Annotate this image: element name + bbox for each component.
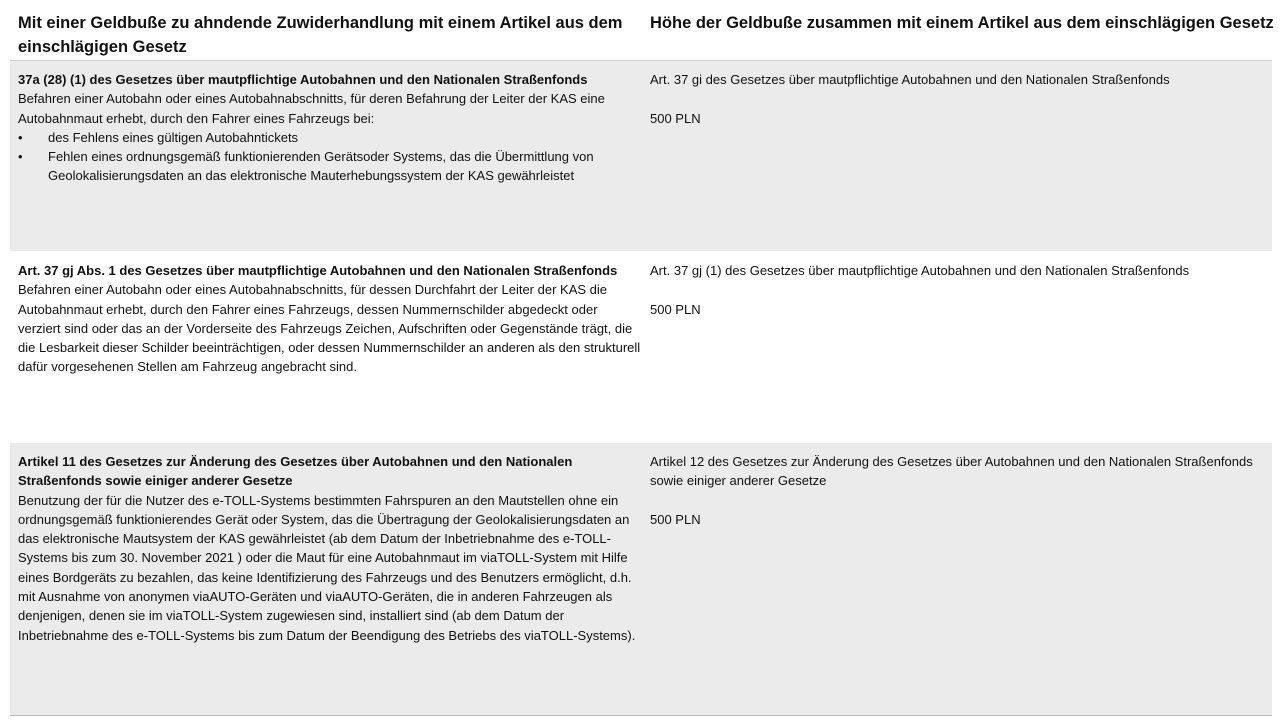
- bullet-text: Fehlen eines ordnungsgemäß funktionierenden Gerätsoder Systems, das die Übermittlung von Geolokalisierungsdaten an das elektronische Mauterhebungssystem der KAS gewährleistet: [48, 149, 594, 184]
- fine-article: Art. 37 gj (1) des Gesetzes über mautpflichtige Autobahnen und den Nationalen Straßenfonds: [650, 263, 1190, 278]
- fine-cell: [642, 443, 1272, 715]
- fine-article: Artikel 12 des Gesetzes zur Änderung des Gesetzes über Autobahnen und den Nationalen Straßenfonds sowie einiger anderer Gesetze: [650, 454, 1253, 489]
- fine-amount: 500 PLN: [650, 511, 701, 527]
- fine-cell: [642, 61, 1272, 251]
- violation-description: Befahren einer Autobahn oder eines Autobahnabschnitts, für dessen Durchfahrt der Leiter der KAS die Autobahnmaut erhebt, durch den Fahrer eines Fahrzeugs, dessen Nummernschilder abgedeckt oder verziert sind oder das an der Vorderseite des Fahrzeugs Zeichen, Aufschriften oder Gegenstände trägt, die die Lesbarkeit dieser Schilder beeinträchtigen, oder dessen Nummernschilder an anderen als den strukturell dafür vorgesehenen Stellen am Fahrzeug angebracht sind.: [18, 282, 641, 375]
- table-row: [10, 252, 1272, 443]
- bullet-icon: •: [18, 129, 23, 145]
- header-violation: Mit einer Geldbuße zu ahndende Zuwiderhandlung mit einem Artikel aus dem einschlägigen Gesetz: [18, 14, 623, 56]
- header-fine-amount: Höhe der Geldbuße zusammen mit einem Artikel aus dem einschlägigen Gesetz: [650, 14, 1274, 32]
- fine-amount: 500 PLN: [650, 301, 701, 317]
- fine-article: Art. 37 gi des Gesetzes über mautpflichtige Autobahnen und den Nationalen Straßenfonds: [650, 72, 1170, 87]
- fine-cell: [642, 252, 1272, 442]
- table-header-row: [10, 0, 1272, 61]
- list-item: [18, 147, 608, 186]
- violation-description: Benutzung der für die Nutzer des e-TOLL-Systems bestimmten Fahrspuren an den Mautstellen ohne ein ordnungsgemäß funktionierendes Gerät oder System, das die Übertragung der Geolokalisierungsdaten an das elektronische Mautsystem der KAS gewährleistet (ab dem Datum der Inbetriebnahme des e-TOLL-Systems bis zum 30. November 2021 ) oder die Maut für eine Autobahnmaut im viaTOLL-System mit Hilfe eines Bordgeräts zu bezahlen, das keine Identifizierung des Fahrzeugs und des Benutzers ermöglicht, d.h. mit Ausnahme von anonymen viaAUTO-Geräten und viaAUTO-Geräten, die in anderen Fahrzeugen als denjenigen, denen sie im viaTOLL-System zugewiesen sind, installiert sind (ab dem Datum der Inbetriebnahme des e-TOLL-Systems bis zum Datum der Beendigung des Betriebs des viaTOLL-Systems).: [18, 492, 636, 643]
- bullet-icon: •: [18, 149, 23, 165]
- violation-cell: [10, 443, 642, 715]
- violation-cell: [10, 61, 642, 251]
- bullet-text: des Fehlens eines gültigen Autobahntickets: [48, 129, 299, 145]
- violation-title: Art. 37 gj Abs. 1 des Gesetzes über mautpflichtige Autobahnen und den Nationalen Straßenfonds: [18, 263, 618, 278]
- fines-table: [10, 0, 1272, 716]
- violation-title: 37a (28) (1) des Gesetzes über mautpflichtige Autobahnen und den Nationalen Straßenfonds: [18, 72, 588, 87]
- list-item: [18, 128, 608, 147]
- violation-bullet-list: [18, 128, 642, 186]
- violation-cell: [10, 252, 642, 442]
- table-row: [10, 443, 1272, 716]
- table-row: [10, 61, 1272, 252]
- fine-amount: 500 PLN: [650, 110, 701, 126]
- violation-title: Artikel 11 des Gesetzes zur Änderung des Gesetzes über Autobahnen und den Nationalen Straßenfonds sowie einiger anderer Gesetze: [18, 454, 573, 489]
- violation-description: Befahren einer Autobahn oder eines Autobahnabschnitts, für deren Befahrung der Leiter der KAS eine Autobahnmaut erhebt, durch den Fahrer eines Fahrzeugs bei:: [18, 91, 605, 126]
